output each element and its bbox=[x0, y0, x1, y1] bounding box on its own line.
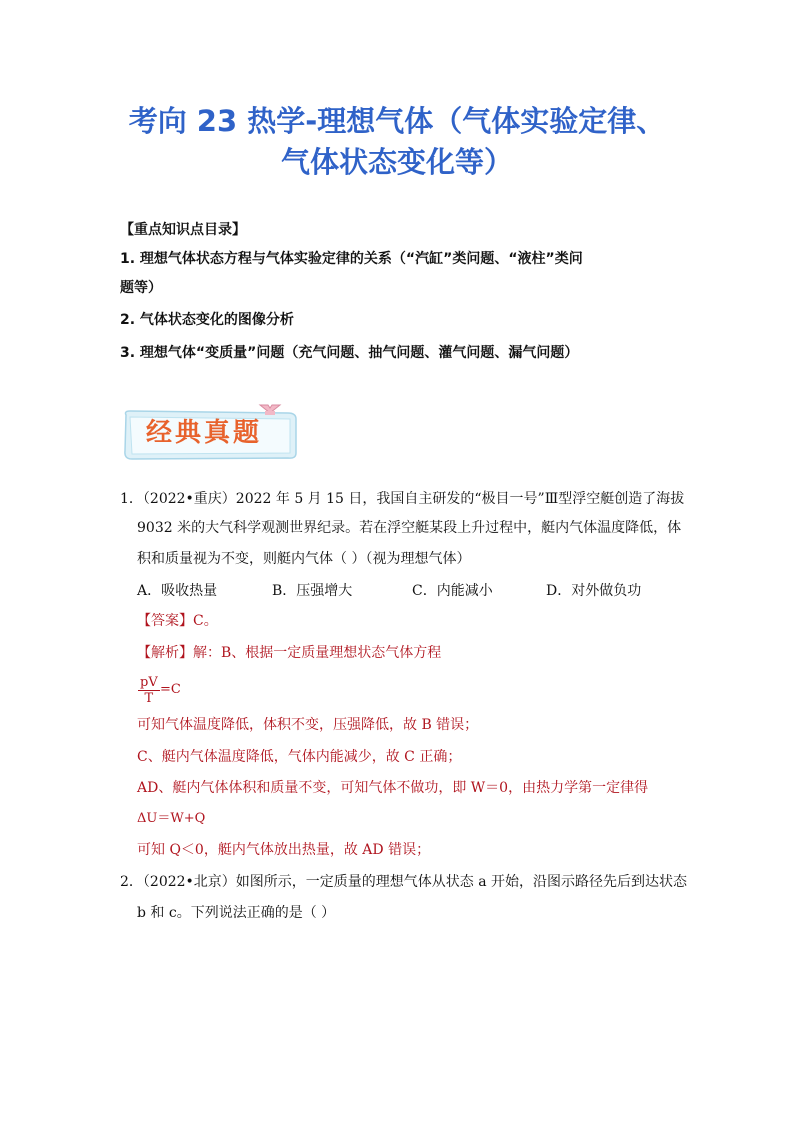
q1-line-2: 9032 米的大气科学观测世界纪录。若在浮空艇某段上升过程中，艇内气体温度降低，体 bbox=[137, 520, 682, 536]
page-title-line-1: 考向 23 热学-理想气体（气体实验定律、 bbox=[128, 104, 666, 138]
section-banner bbox=[120, 403, 300, 463]
q2-line-2: b 和 c。下列说法正确的是（ ） bbox=[137, 905, 336, 921]
q1-line-1: 1．（2022•重庆）2022 年 5 月 15 日，我国自主研发的“极目一号”Ⅲ型浮空艇创造了海拔 bbox=[120, 491, 685, 507]
toc-item-1-b: 题等） bbox=[120, 280, 162, 296]
q1-option-b: B．压强增大 bbox=[272, 583, 353, 599]
toc-header: 【重点知识点目录】 bbox=[120, 222, 246, 238]
q1-option-d: D．对外做负功 bbox=[546, 583, 642, 599]
gas-law-formula bbox=[138, 675, 181, 706]
page-title-line-2: 气体状态变化等） bbox=[280, 145, 513, 179]
analysis-label: 【解析】 bbox=[137, 645, 193, 661]
analysis-text: 解：B、根据一定质量理想状态气体方程 bbox=[193, 645, 442, 661]
q2-line-1: 2．（2022•北京）如图所示，一定质量的理想气体从状态 a 开始，沿图示路径先后到达状态 bbox=[120, 874, 688, 890]
toc-item-1-a: 1. 理想气体状态方程与气体实验定律的关系（“汽缸”类问题、“液柱”类问 bbox=[120, 251, 583, 267]
q1-line-b: 可知气体温度降低，体积不变，压强降低，故 B 错误； bbox=[137, 717, 479, 733]
formula-rhs: =C bbox=[160, 682, 181, 697]
q1-analysis bbox=[137, 643, 441, 663]
q1-option-c: C．内能减小 bbox=[412, 583, 493, 599]
q1-line-q: 可知 Q＜0，艇内气体放出热量，故 AD 错误； bbox=[137, 842, 431, 858]
q1-line-3: 积和质量视为不变，则艇内气体（ ）（视为理想气体） bbox=[137, 551, 471, 567]
toc-item-3: 3. 理想气体“变质量”问题（充气问题、抽气问题、灌气问题、漏气问题） bbox=[120, 345, 579, 361]
toc-item-2: 2. 气体状态变化的图像分析 bbox=[120, 312, 294, 328]
q1-formula: ΔU＝W+Q bbox=[137, 811, 206, 826]
q1-line-ad: AD、艇内气体体积和质量不变，可知气体不做功，即 W＝0，由热力学第一定律得 bbox=[137, 780, 649, 796]
q1-option-a: A．吸收热量 bbox=[137, 583, 218, 599]
q1-answer: 【答案】C。 bbox=[137, 613, 218, 629]
q1-line-c: C、艇内气体温度降低，气体内能减少，故 C 正确； bbox=[137, 749, 462, 765]
banner-text: 经典真题 bbox=[146, 418, 263, 448]
formula-numerator: pV bbox=[140, 675, 158, 690]
formula-denominator: T bbox=[144, 691, 154, 706]
